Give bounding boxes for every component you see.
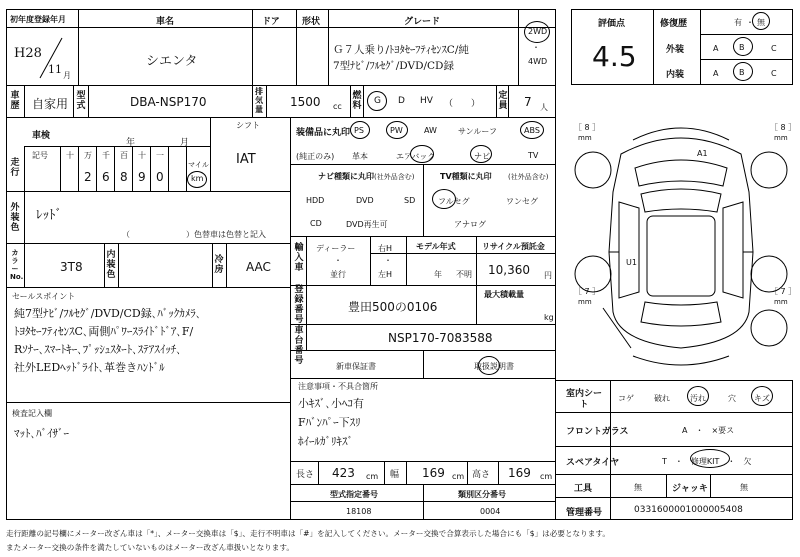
seat-burn: コゲ	[618, 394, 634, 403]
mm-bottom-right: mm	[774, 298, 788, 306]
model-value: DBA-NSP170	[130, 95, 207, 109]
import-label: 輸入車	[294, 243, 304, 273]
recycle-value: 10,360	[488, 263, 530, 277]
seat-label: 室内シート	[565, 389, 602, 410]
eval-label: 評価点	[598, 19, 626, 29]
digit-label-0: 十	[66, 151, 74, 160]
exterior-c: C	[771, 44, 777, 53]
type-no-value: 18108	[346, 507, 372, 516]
car-name-value: シエンタ	[146, 54, 198, 69]
repair-none: 無	[757, 18, 765, 27]
mgmt-value: 0331600001000005408	[634, 505, 743, 515]
equipment-label: 装備品に丸印	[296, 128, 351, 138]
bracket-bottom-left: ［ 7 ］	[574, 287, 601, 296]
cc-label: 排気量	[255, 87, 263, 114]
glass-label: フロントガラス	[566, 427, 629, 437]
nav-cd: CD	[310, 219, 322, 228]
interior-a: A	[713, 69, 719, 78]
model-year-unit: 年	[434, 270, 442, 279]
width-value: 169	[422, 466, 445, 480]
import-dot-2: ・	[384, 256, 392, 265]
exterior-label: 外装	[666, 45, 685, 55]
spare-value: T ・ 修理KIT ・ 欠	[662, 457, 752, 466]
shaken-year-unit: 年	[126, 138, 136, 148]
seat-scratch: キズ	[754, 394, 770, 403]
color-no-label: カラーNo.	[10, 249, 24, 281]
mileage-label: 走行	[10, 158, 20, 178]
equip-tv: TV	[528, 151, 539, 160]
tools-label: 工具	[574, 484, 593, 494]
length-value: 423	[332, 466, 355, 480]
length-unit: cm	[366, 472, 379, 481]
inspector-label: 検査記入欄	[12, 409, 52, 418]
interior-color-label: 内装色	[106, 250, 116, 280]
sales-line-4: 社外LEDﾍｯﾄﾞﾗｲﾄ､革巻きﾊﾝﾄﾞﾙ	[14, 361, 165, 374]
repair-dot: ・	[746, 18, 754, 27]
fuel-g: G	[374, 96, 381, 106]
first-reg-month-unit: 月	[63, 71, 71, 80]
tv-title: TV種類に丸印	[440, 172, 492, 181]
footer-line-1: 走行距離の記号欄にメーター改ざん車は「*」、メーター交換車は「$」、走行不明車は「#」を記入してください。メーター交換で合算表示した場合にも「$」は必要となります。	[6, 529, 610, 538]
model-label: 型式	[76, 91, 86, 111]
equip-airbag-circle	[410, 145, 434, 163]
height-label: 高さ	[472, 470, 491, 480]
cc-unit: cc	[333, 102, 342, 111]
ac-value: AAC	[246, 260, 271, 274]
km-label: km	[191, 174, 204, 183]
notes-line-1: 小ｷｽﾞ､小ﾍｺ有	[298, 397, 364, 410]
height-unit: cm	[540, 472, 553, 481]
jack-label: ジャッキ	[672, 484, 708, 494]
tv-fullseg: フルセグ	[438, 197, 470, 206]
manual-label: 取扱説明書	[474, 362, 514, 371]
capacity-unit: 人	[540, 103, 548, 112]
notes-line-3: ﾎｲｰﾙｶﾞﾘｷｽﾞ	[298, 435, 353, 448]
shift-value: IAT	[236, 152, 256, 167]
cc-value: 1500	[290, 95, 321, 109]
nav-title: ナビ種類に丸印	[318, 172, 374, 181]
mileage-digit-2: 8	[120, 170, 128, 184]
first-reg-month: 11	[48, 63, 62, 76]
notes-line-2: Fﾊﾞﾝﾊﾟｰ下ｽﾘ	[298, 416, 361, 429]
color-no-value: 3T8	[60, 260, 83, 274]
import-left-h: 左H	[378, 270, 393, 279]
class-no-label: 類別区分番号	[458, 490, 506, 499]
grade-line-1: Ｇ７人乗り/ﾄﾖﾀｾｰﾌﾃｨｾﾝｽC/純	[333, 44, 469, 56]
tv-sub: (社外品含む)	[508, 173, 549, 181]
digit-label-3: 百	[120, 151, 128, 160]
bracket-top-right: ［ 8 ］	[770, 123, 797, 132]
repair-have: 有	[734, 18, 742, 27]
mileage-digit-3: 9	[138, 170, 146, 184]
sales-label: セールスポイント	[12, 292, 76, 301]
capacity-value: 7	[524, 95, 532, 109]
bracket-top-left: ［ 8 ］	[574, 123, 601, 132]
nav-dvd: DVD	[356, 196, 374, 205]
first-reg-label: 初年度登録年月	[10, 15, 66, 24]
bracket-bottom-right: ［ 7 ］	[770, 287, 797, 296]
door-label: ドア	[262, 17, 280, 27]
first-reg-year: H28	[14, 46, 42, 61]
equip-navi: ナビ	[474, 152, 490, 161]
digit-label-5: 一	[156, 151, 164, 160]
width-label: 幅	[390, 470, 400, 480]
fuel-label: 燃料	[352, 91, 362, 111]
color-label: 外装色	[10, 203, 20, 233]
digit-label-1: 万	[84, 151, 92, 160]
sales-line-2: ﾄﾖﾀｾｰﾌﾃｨｾﾝｽC､両側ﾊﾟﾜｰｽﾗｲﾄﾞﾄﾞｱ､F/	[14, 325, 194, 338]
shaken-label: 車検	[32, 131, 51, 141]
fuel-other: （ ）	[444, 99, 481, 109]
notes-label: 注意事項・不具合箇所	[298, 382, 378, 391]
equip-leather: 革本	[352, 152, 368, 161]
mileage-digit-4: 0	[156, 170, 164, 184]
width-unit: cm	[452, 472, 465, 481]
seat-hole: 穴	[728, 394, 736, 403]
footer-line-2: またメーター交換の条件を満たしていないものはメーター改ざん車扱いとなります。	[6, 543, 294, 552]
import-right-h: 右H	[378, 244, 393, 253]
import-dealer: ディーラー	[316, 244, 356, 253]
equip-abs: ABS	[524, 126, 540, 135]
fuel-hv: HV	[420, 96, 433, 106]
spare-kit-circle	[690, 449, 730, 468]
car-damage-diagram	[563, 112, 799, 374]
usage-value: 自家用	[32, 97, 69, 111]
equip-airbag: エアバック	[396, 152, 436, 161]
equip-aw: AW	[424, 126, 437, 135]
car-name-label: 車名	[156, 17, 175, 27]
warranty-label: 新車保証書	[336, 362, 376, 371]
type-no-label: 型式指定番号	[330, 490, 378, 499]
capacity-label: 定員	[498, 91, 508, 111]
tools-value: 無	[634, 483, 642, 492]
repair-label: 修復歴	[660, 19, 688, 29]
mm-bottom-left: mm	[578, 298, 592, 306]
manual-circle	[478, 356, 500, 375]
digit-label-2: 千	[102, 151, 110, 160]
vin-value: NSP170-7083588	[388, 331, 493, 345]
fuel-d: D	[398, 96, 405, 106]
tv-analog: アナログ	[454, 220, 486, 229]
max-load-label: 最大積載量	[484, 290, 524, 299]
drive-dot: ・	[532, 43, 540, 52]
nav-hdd: HDD	[306, 196, 325, 205]
mgmt-label: 管理番号	[566, 508, 603, 518]
mm-top-left: mm	[578, 134, 592, 142]
equipment-sub: (純正のみ)	[296, 152, 335, 161]
length-label: 長さ	[296, 470, 315, 480]
reg-value: 豊田500の0106	[348, 300, 438, 314]
mm-top-right: mm	[774, 134, 788, 142]
shape-label: 形状	[302, 17, 321, 27]
interior-label: 内装	[666, 70, 685, 80]
interior-b: B	[739, 68, 745, 77]
inspector-value: ﾏｯﾄ､ﾊﾞｲｻﾞｰ	[14, 427, 69, 440]
color-note: （ ）色替車は色替と記入	[122, 230, 266, 239]
grade-line-2: 7型ﾅﾋﾞ/ﾌﾙｾｸﾞ/DVD/CD録	[333, 60, 454, 72]
glass-value: A ・ ×要ス	[682, 426, 735, 435]
diagram-marker-u1: U1	[626, 258, 637, 267]
shift-label: シフト	[236, 121, 260, 130]
reg-label: 登録番号	[294, 285, 304, 325]
drive-4wd: 4WD	[528, 57, 548, 66]
equip-sunroof: サンルーフ	[458, 127, 497, 136]
vin-label: 車台番号	[294, 326, 304, 366]
recycle-label: リサイクル預託金	[482, 242, 545, 251]
shaken-month-unit: 月	[180, 138, 190, 148]
import-dot-1: ・	[334, 256, 342, 265]
model-year-unknown: 不明	[456, 270, 472, 279]
height-value: 169	[508, 466, 531, 480]
equip-pw: PW	[390, 126, 403, 135]
mileage-digit-0: 2	[84, 170, 92, 184]
mileage-digit-1: 6	[102, 170, 110, 184]
digit-label-4: 十	[138, 151, 146, 160]
model-year-label: モデル年式	[416, 242, 456, 251]
diagram-marker-a1: A1	[697, 149, 708, 158]
color-value: ﾚｯﾄﾞ	[36, 208, 62, 223]
nav-dvd-play: DVD再生可	[346, 220, 388, 229]
class-no-value: 0004	[480, 507, 501, 516]
max-load-unit: kg	[544, 313, 554, 322]
sales-line-1: 純7型ﾅﾋﾞ/ﾌﾙｾｸﾞ/DVD/CD録､ﾊﾞｯｸｶﾒﾗ､	[14, 307, 202, 320]
mile-label: マイル	[188, 161, 209, 169]
sales-line-3: Rｿﾅｰ､ｽﾏｰﾄｷｰ､ﾌﾟｯｼｭｽﾀｰﾄ､ｽﾃｱｽｲｯﾁ､	[14, 343, 182, 356]
equip-ps: PS	[354, 126, 364, 135]
import-parallel: 並行	[330, 270, 346, 279]
drive-2wd: 2WD	[528, 27, 548, 36]
eval-score: 4.5	[592, 40, 637, 73]
seat-dirt: 汚れ	[690, 394, 706, 403]
tv-oneseg: ワンセグ	[506, 197, 538, 206]
nav-sd: SD	[404, 196, 416, 205]
seat-tear: 破れ	[654, 394, 670, 403]
mileage-sign-label: 記号	[32, 151, 48, 160]
spare-label: スペアタイヤ	[566, 458, 620, 468]
interior-c: C	[771, 69, 777, 78]
recycle-unit: 円	[544, 271, 552, 280]
jack-value: 無	[740, 483, 748, 492]
exterior-a: A	[713, 44, 719, 53]
usage-label: 車歴	[10, 91, 20, 111]
exterior-b: B	[739, 43, 745, 52]
nav-sub: (社外品含む)	[374, 173, 415, 181]
grade-label: グレード	[404, 17, 441, 27]
ac-label: 冷房	[214, 255, 224, 275]
